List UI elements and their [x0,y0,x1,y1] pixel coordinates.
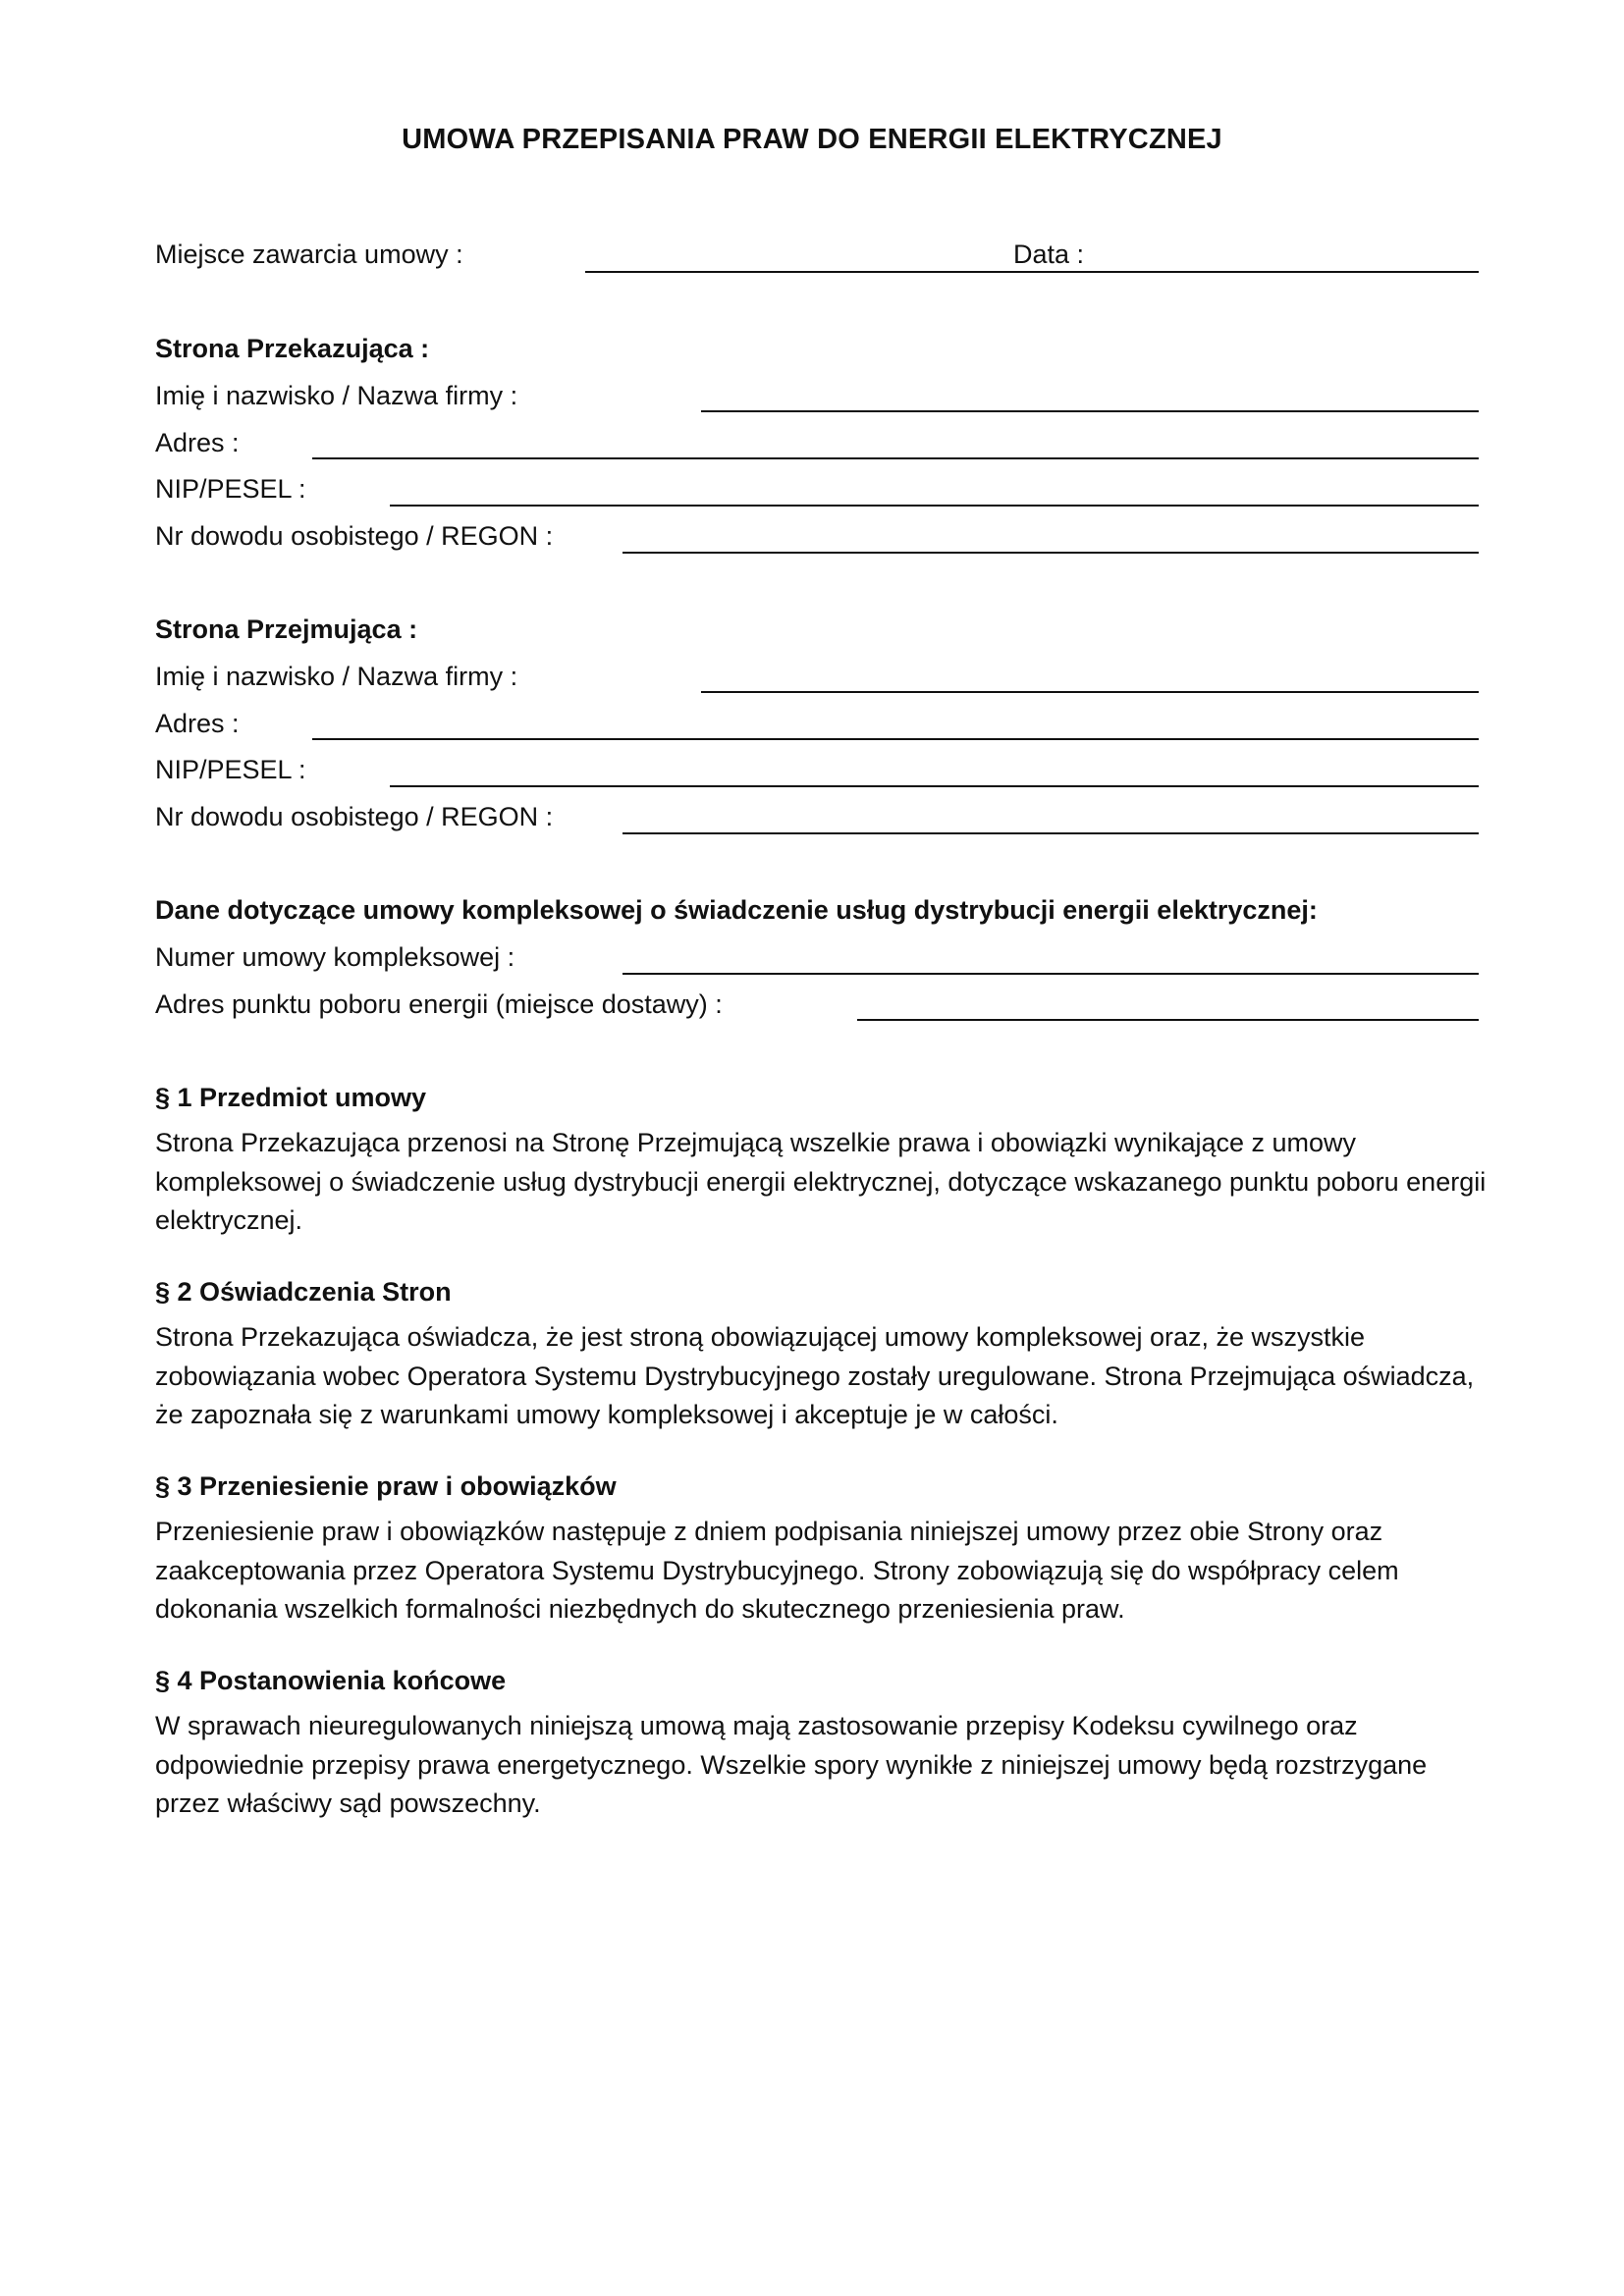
receiving-address-field[interactable] [312,738,1479,740]
receiving-id-label: Nr dowodu osobistego / REGON : [155,802,554,831]
place-date-field-line[interactable] [585,271,1479,273]
section-1-heading: § 1 Przedmiot umowy [155,1083,427,1112]
section-2-body: Strona Przekazująca oświadcza, że jest stroną obowiązującej umowy kompleksowej oraz, że wszystkie zobowiązania wobec Operatora Systemu Dystrybucyjnego zostały uregulowane. Strona Przejmująca oświadcza, że zapoznała się z warunkami umowy kompleksowej i akceptuje je w całości. [155,1322,1475,1429]
transferring-address-field[interactable] [312,457,1479,459]
receiving-nip-label: NIP/PESEL : [155,755,306,784]
receiving-address-label: Adres : [155,709,240,738]
transferring-nip-field[interactable] [390,505,1479,507]
receiving-party-heading: Strona Przejmująca : [155,614,418,644]
document-title: UMOWA PRZEPISANIA PRAW DO ENERGII ELEKTRYCZNEJ [402,124,1222,155]
receiving-nip-field[interactable] [390,785,1479,787]
transferring-name-label: Imię i nazwisko / Nazwa firmy : [155,381,518,410]
transferring-party-heading: Strona Przekazująca : [155,334,430,363]
transferring-id-label: Nr dowodu osobistego / REGON : [155,521,554,551]
contract-data-heading: Dane dotyczące umowy kompleksowej o świadczenie usług dystrybucji energii elektrycznej: [155,895,1318,925]
contract-number-field[interactable] [623,973,1479,975]
section-4-heading: § 4 Postanowienia końcowe [155,1666,507,1695]
place-label: Miejsce zawarcia umowy : [155,240,463,269]
receiving-name-label: Imię i nazwisko / Nazwa firmy : [155,662,518,691]
section-4-body: W sprawach nieuregulowanych niniejszą umową mają zastosowanie przepisy Kodeksu cywilnego oraz odpowiednie przepisy prawa energetycznego. Wszelkie spory wynikłe z niniejszej umowy będą rozstrzygane przez właściwy sąd powszechny. [155,1711,1428,1818]
transferring-nip-label: NIP/PESEL : [155,474,306,504]
receiving-name-field[interactable] [701,691,1479,693]
section-3-body: Przeniesienie praw i obowiązków następuje z dniem podpisania niniejszej umowy przez obie Strony oraz zaakceptowania przez Operatora Systemu Dystrybucyjnego. Strony zobowiązują się do współpracy celem dokonania wszelkich formalności niezbędnych do skutecznego przeniesienia praw. [155,1517,1399,1624]
section-2-heading: § 2 Oświadczenia Stron [155,1277,452,1307]
receiving-id-field[interactable] [623,832,1479,834]
delivery-address-label: Adres punktu poboru energii (miejsce dostawy) : [155,989,723,1019]
transferring-id-field[interactable] [623,552,1479,554]
transferring-address-label: Adres : [155,428,240,457]
transferring-name-field[interactable] [701,410,1479,412]
date-label: Data : [1013,240,1085,269]
section-1-body: Strona Przekazująca przenosi na Stronę Przejmującą wszelkie prawa i obowiązki wynikające z umowy kompleksowej o świadczenie usług dystrybucji energii elektrycznej, dotyczące wskazanego punktu poboru energii elektrycznej. [155,1128,1487,1235]
delivery-address-field[interactable] [857,1019,1479,1021]
section-3-heading: § 3 Przeniesienie praw i obowiązków [155,1471,617,1501]
contract-number-label: Numer umowy kompleksowej : [155,942,515,972]
